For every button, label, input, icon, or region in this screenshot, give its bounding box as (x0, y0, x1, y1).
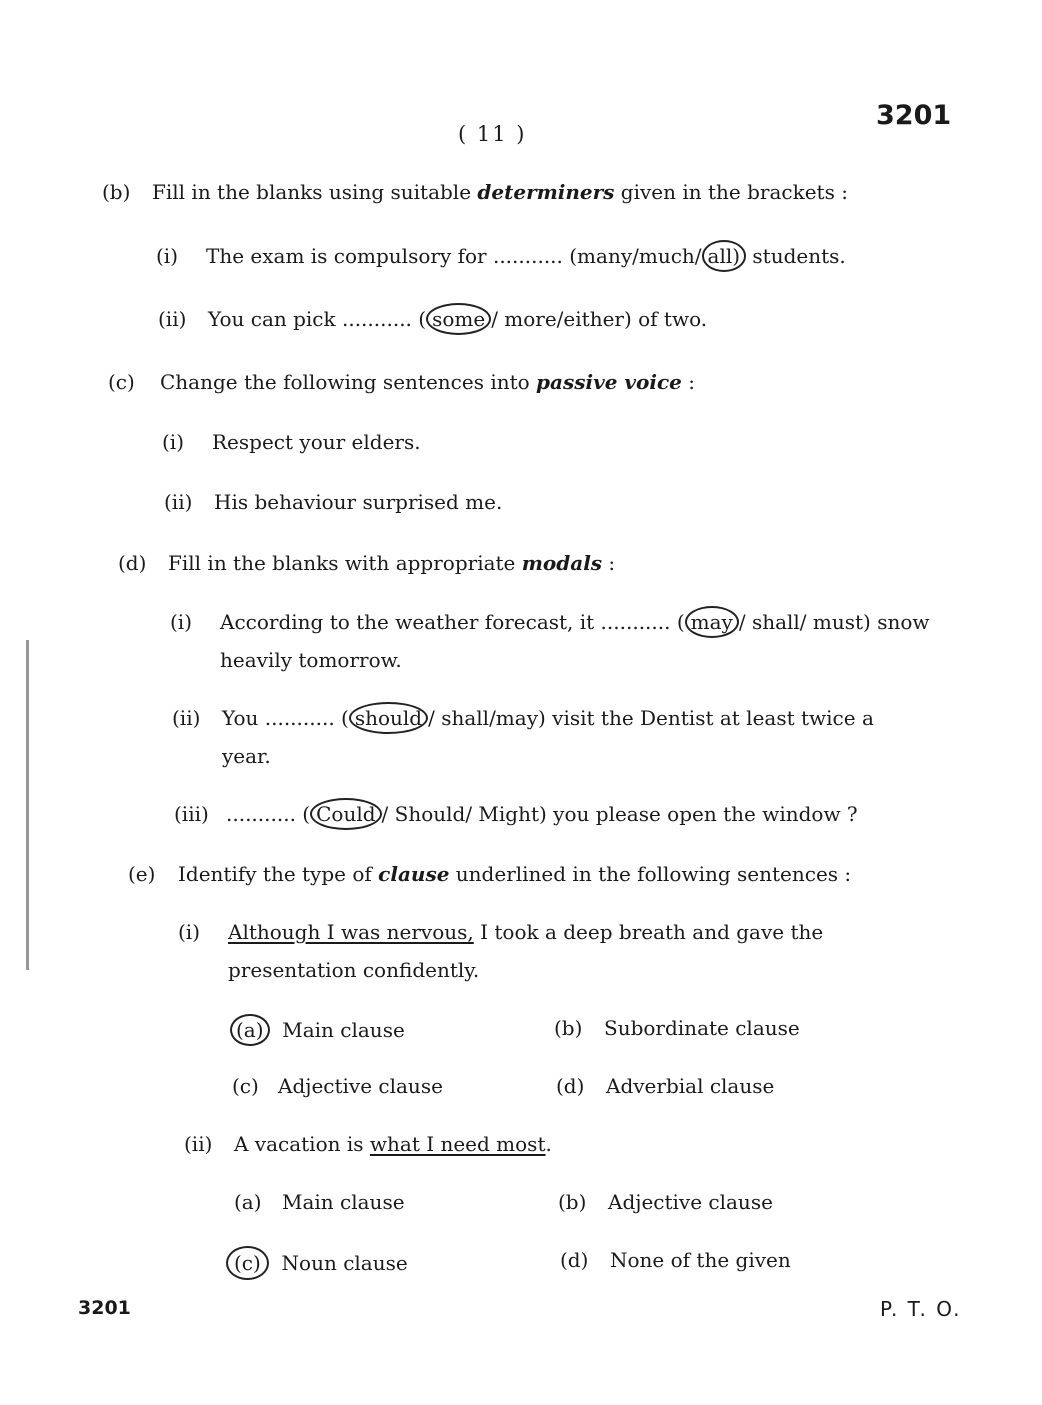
question-d-item-2-cont: year. (222, 744, 271, 768)
question-e-label: (e) (128, 862, 156, 886)
circled-answer: all) (702, 240, 747, 272)
circled-answer: (c) (226, 1246, 269, 1280)
circled-answer: (a) (230, 1014, 270, 1046)
underlined-clause: what I need most (369, 1132, 546, 1156)
question-d-item-2: (ii) You ........... ( should / shall/may) visit the Dentist at least twice a (172, 704, 874, 732)
circled-answer: should (349, 702, 428, 734)
question-e-prompt: (e) Identify the type of clause underlined in the following sentences : (128, 862, 852, 886)
question-d-item-1-cont: heavily tomorrow. (220, 648, 402, 672)
keyword-modals: modals (521, 551, 603, 575)
option-e1-a: (a) Main clause (230, 1014, 405, 1046)
option-e2-c: (c) Noun clause (226, 1246, 408, 1280)
option-e1-b: (b) Subordinate clause (554, 1016, 800, 1040)
question-c-item-2: (ii) His behaviour surprised me. (164, 490, 503, 514)
question-c-item-1: (i) Respect your elders. (162, 430, 421, 454)
underlined-clause: Although I was nervous, (228, 920, 474, 944)
circled-answer: may (685, 606, 739, 638)
question-d-label: (d) (118, 551, 147, 575)
question-b-label: (b) (102, 180, 131, 204)
option-e2-b: (b) Adjective clause (558, 1190, 773, 1214)
option-e2-a: (a) Main clause (234, 1190, 405, 1214)
question-b-item-1: (i) The exam is compulsory for ........... (many/much/ all) students. (156, 242, 846, 270)
question-d-item-3: (iii) ........... ( Could / Should/ Might) you please open the window ? (174, 800, 858, 828)
option-e1-d: (d) Adverbial clause (556, 1074, 775, 1098)
question-e-item-1-cont: presentation confidently. (228, 958, 480, 982)
question-c-prompt: (c) Change the following sentences into passive voice : (108, 370, 695, 394)
question-d-prompt: (d) Fill in the blanks with appropriate modals : (118, 551, 616, 575)
question-d-item-1: (i) According to the weather forecast, it ........... ( may / shall/ must) snow (170, 608, 930, 636)
circled-answer: Could (310, 798, 381, 830)
circled-answer: some (426, 303, 491, 335)
scan-edge-mark (26, 640, 29, 970)
question-e-item-2: (ii) A vacation is what I need most. (184, 1132, 552, 1156)
option-e2-d: (d) None of the given (560, 1248, 791, 1272)
keyword-clause: clause (378, 862, 450, 886)
paper-code-footer: 3201 (78, 1297, 131, 1319)
option-e1-c: (c) Adjective clause (232, 1074, 443, 1098)
question-b-item-2: (ii) You can pick ........... ( some / more/either) of two. (158, 305, 707, 333)
question-c-label: (c) (108, 370, 135, 394)
keyword-determiners: determiners (477, 180, 615, 204)
page-number: ( 11 ) (458, 122, 527, 146)
please-turn-over: P. T. O. (880, 1297, 962, 1321)
paper-code-header: 3201 (876, 100, 952, 131)
keyword-passive-voice: passive voice (536, 370, 682, 394)
question-e-item-1: (i) Although I was nervous, I took a deep breath and gave the (178, 920, 824, 944)
question-b-prompt: (b) Fill in the blanks using suitable determiners given in the brackets : (102, 180, 848, 204)
